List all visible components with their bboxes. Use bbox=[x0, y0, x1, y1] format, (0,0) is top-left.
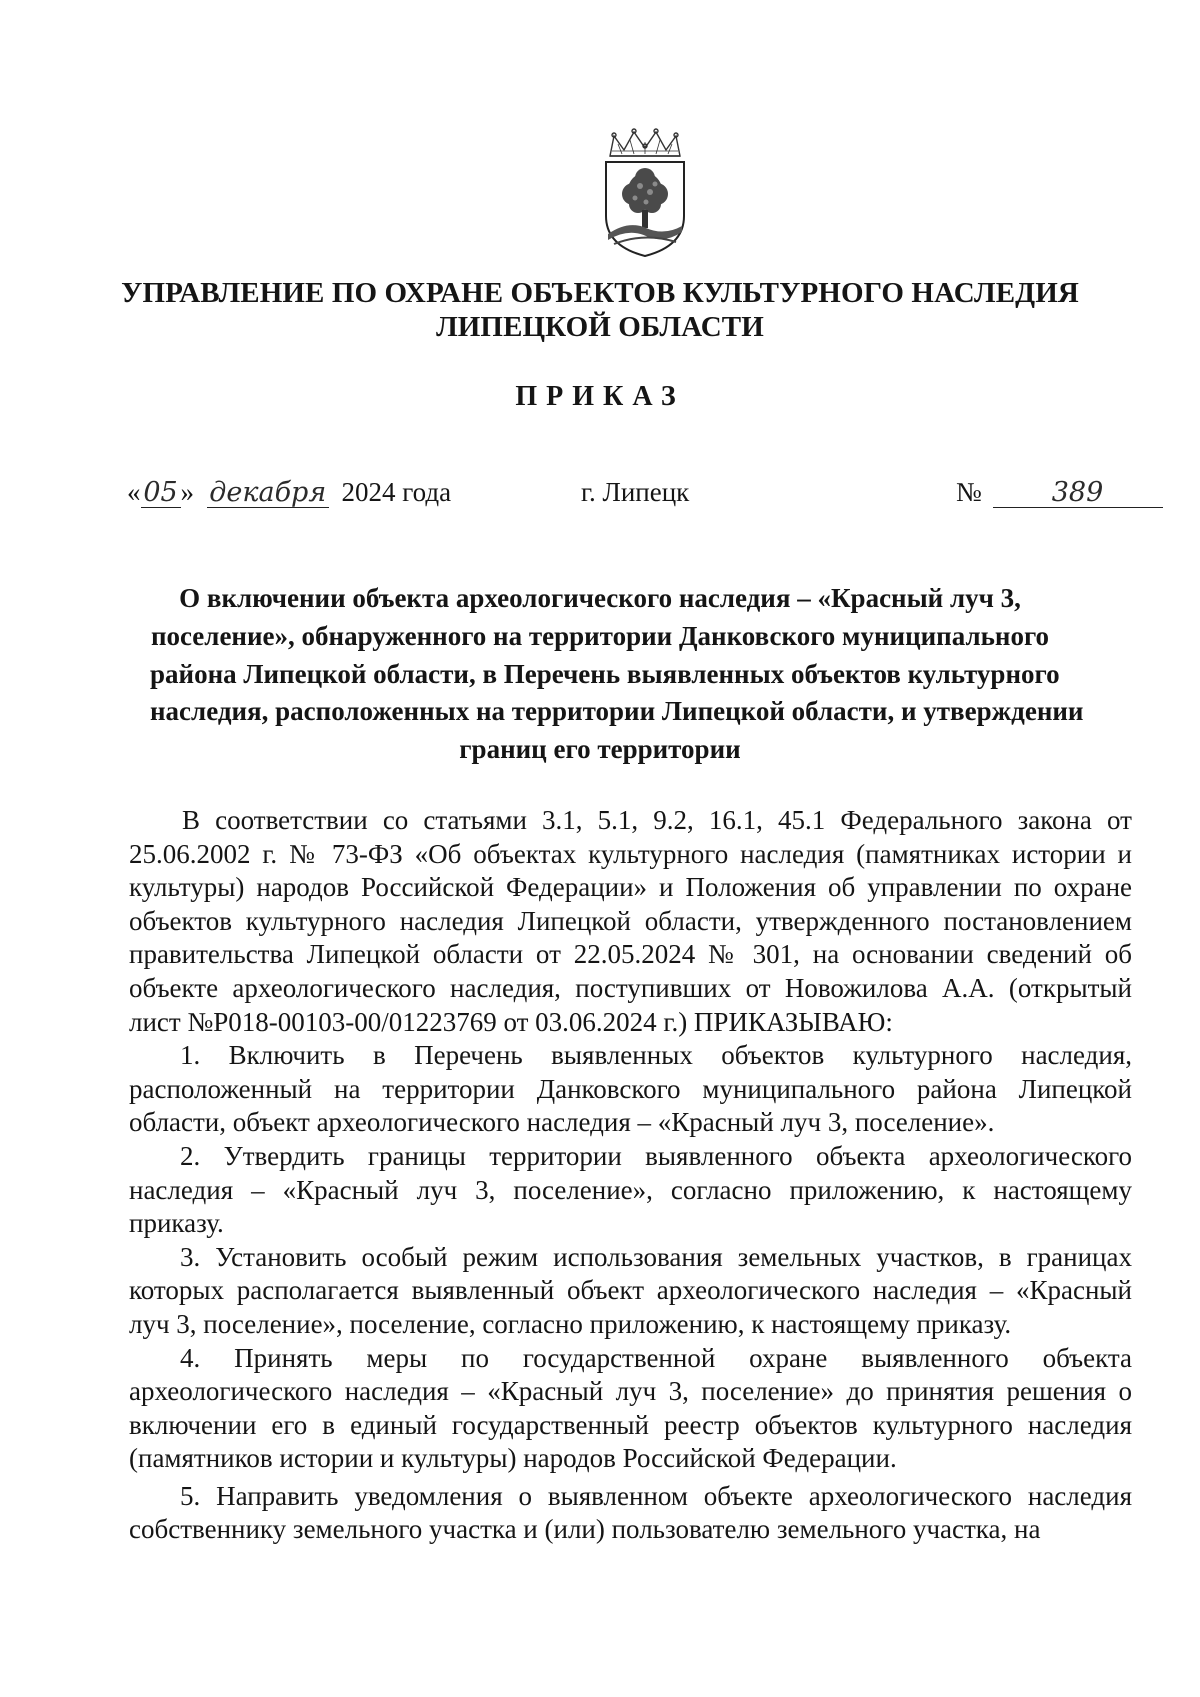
order-number bbox=[956, 475, 1163, 509]
title-line: района Липецкой области, в Перечень выявленных объектов культурного bbox=[150, 658, 1060, 689]
date-day: 05 bbox=[141, 479, 181, 508]
order-title bbox=[150, 580, 1084, 769]
number-label: № bbox=[956, 477, 982, 507]
quote-close: » bbox=[180, 477, 194, 507]
clause-1: 1. Включить в Перечень выявленных объектов культурного наследия, расположенный на территории Данковского муниципального района Липецкой области, объект археологического наследия – «Красный луч 3, поселение». bbox=[129, 1040, 1132, 1138]
date-year: 2024 года bbox=[341, 477, 452, 507]
authority-name-line2: ЛИПЕЦКОЙ ОБЛАСТИ bbox=[436, 311, 764, 343]
title-line: поселение», обнаруженного на территории Данковского муниципального bbox=[150, 620, 1050, 651]
clause-2: 2. Утвердить границы территории выявленного объекта археологического наследия – «Красный луч 3, поселение», согласно приложению, к настоящему приказу. bbox=[129, 1140, 1132, 1239]
order-body bbox=[129, 804, 1132, 1547]
coat-of-arms-icon bbox=[600, 128, 690, 260]
quote-open: « bbox=[127, 477, 141, 507]
authority-name-line1: УПРАВЛЕНИЕ ПО ОХРАНЕ ОБЪЕКТОВ КУЛЬТУРНОГО НАСЛЕДИЯ bbox=[121, 277, 1079, 309]
date-month: декабря bbox=[207, 479, 329, 508]
city-name: г. Липецк bbox=[581, 477, 690, 507]
document-type: ПРИКАЗ bbox=[515, 381, 685, 412]
number-value: 389 bbox=[993, 479, 1163, 508]
title-line: наследия, расположенных на территории Липецкой области, и утверждении bbox=[150, 696, 1084, 727]
preamble-paragraph: В соответствии со статьями 3.1, 5.1, 9.2, 16.1, 45.1 Федерального закона от 25.06.2002 г. № 73-ФЗ «Об объектах культурного наследия (памятниках истории и культуры) народов Российской Федерации» и Положения об управлении по охране объектов культурного наследия Липецкой области, утвержденного постановлением правительства Липецкой области от 22.05.2024 № 301, на основании сведений об объекте археологического наследия, поступивших от Новожилова А.А. (открытый лист №Р018-00103-00/01223769 от 03.06.2024 г.) ПРИКАЗЫВАЮ: bbox=[129, 805, 1132, 1037]
title-line: О включении объекта археологического наследия – «Красный луч 3, bbox=[179, 583, 1021, 613]
title-line: границ его территории bbox=[459, 734, 741, 765]
clause-3: 3. Установить особый режим использования земельных участков, в границах которых располагается выявленный объект археологического наследия – «Красный луч 3, поселение», поселение, согласно приложению, к настоящему приказу. bbox=[129, 1241, 1132, 1339]
clause-5: 5. Направить уведомления о выявленном объекте археологического наследия собственнику земельного участка и (или) пользователю земельного участка, на bbox=[129, 1480, 1132, 1545]
order-date bbox=[127, 475, 451, 509]
clause-4: 4. Принять меры по государственной охране выявленного объекта археологического наследия – «Красный луч 3, поселение» до принятия решения о включении его в единый государственный реестр объектов культурного наследия (памятников истории и культуры) народов Российской Федерации. bbox=[129, 1342, 1132, 1474]
